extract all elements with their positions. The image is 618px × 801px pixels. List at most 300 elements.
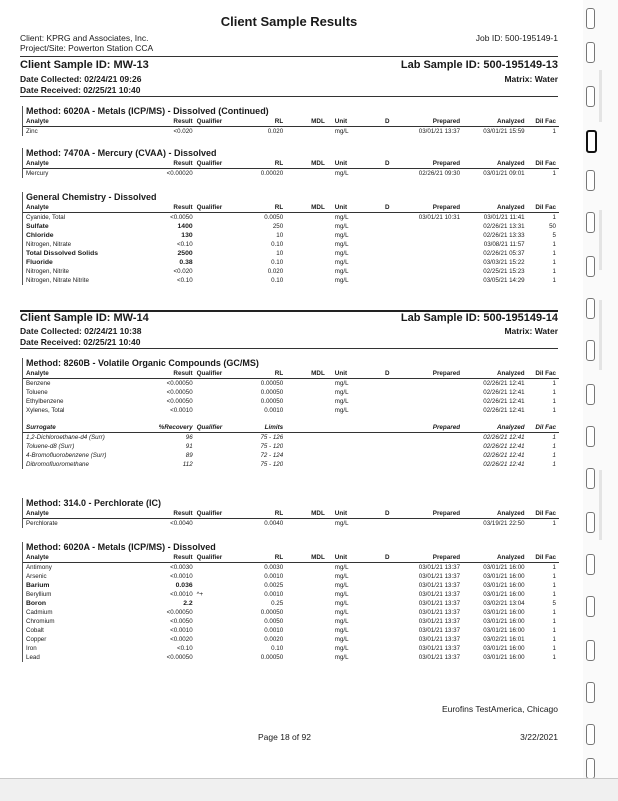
table-cell: 0.10 (271, 259, 284, 266)
column-header: Result (143, 159, 193, 169)
column-header: RL (238, 369, 283, 379)
table-cell: 03/05/21 14:29 (483, 277, 525, 284)
table-cell (398, 240, 460, 249)
tab-marker (599, 210, 602, 270)
table-header-row (23, 423, 559, 433)
table-cell (193, 267, 239, 276)
table-row (23, 644, 559, 653)
table-cell: 0.38 (179, 259, 193, 266)
table-cell (377, 406, 398, 415)
table-cell (193, 572, 239, 581)
table-cell: 02/26/21 12:41 (483, 389, 525, 396)
column-header: RL (238, 203, 283, 213)
table-cell: 1400 (177, 223, 193, 230)
table-cell: Antimony (26, 564, 52, 571)
table-cell: 1 (552, 259, 556, 266)
table-cell (377, 572, 398, 581)
column-header: Dil Fac (525, 369, 559, 379)
table-cell: 03/02/21 16:01 (483, 636, 525, 643)
table-cell: mg/L (334, 250, 349, 257)
section-tab[interactable] (586, 86, 595, 107)
table-cell (283, 626, 325, 635)
table-cell: mg/L (334, 170, 349, 177)
column-header: Analyte (23, 369, 143, 379)
column-header: D (377, 369, 398, 379)
table-cell: mg/L (334, 277, 349, 284)
table-row (23, 276, 559, 285)
table-cell (398, 433, 460, 443)
table-cell: 1 (552, 389, 556, 396)
table-row (23, 519, 559, 529)
method-title: Method: 8260B - Volatile Organic Compounds (GC/MS) (26, 358, 259, 368)
tab-marker (599, 300, 602, 370)
table-cell (377, 213, 398, 223)
section-tab[interactable] (586, 640, 595, 661)
table-cell: 5 (552, 232, 556, 239)
table-cell: 0.0010 (264, 627, 284, 634)
table-cell: Copper (26, 636, 47, 643)
table-cell: 89 (185, 452, 193, 459)
viewer-bottom-bar (0, 778, 618, 801)
table-cell (283, 608, 325, 617)
table-cell (283, 222, 325, 231)
page-number: Page 18 of 92 (258, 732, 311, 742)
table-cell (193, 213, 239, 223)
table-cell: Toluene (26, 389, 48, 396)
table-row (23, 169, 559, 179)
section-tab[interactable] (586, 724, 595, 745)
results-table (23, 553, 559, 662)
table-cell: 75 - 120 (260, 461, 284, 468)
table-cell (193, 451, 239, 460)
table-cell: <0.0030 (170, 564, 193, 571)
column-header: D (377, 509, 398, 519)
table-cell (193, 388, 239, 397)
section-tab[interactable] (586, 256, 595, 277)
column-header: RL (238, 159, 283, 169)
table-row (23, 406, 559, 415)
table-cell: 1 (552, 214, 556, 221)
table-cell: 03/01/21 13:37 (418, 591, 461, 598)
column-header: Prepared (398, 369, 460, 379)
table-cell: 1 (552, 582, 556, 589)
table-cell: 03/01/21 16:00 (483, 609, 525, 616)
table-cell (398, 388, 460, 397)
table-cell: Chloride (26, 232, 54, 239)
table-cell: 2500 (177, 250, 193, 257)
table-cell (377, 276, 398, 285)
table-cell: 03/01/21 16:00 (483, 645, 525, 652)
table-cell (283, 127, 325, 137)
section-tab[interactable] (586, 340, 595, 361)
table-cell: <0.00050 (166, 389, 193, 396)
table-cell: mg/L (334, 591, 349, 598)
table-cell (377, 653, 398, 662)
table-cell (193, 626, 239, 635)
table-cell: 0.10 (271, 241, 284, 248)
table-cell (283, 581, 325, 590)
table-cell: 1 (552, 407, 556, 414)
table-row (23, 626, 559, 635)
table-cell (398, 379, 460, 389)
table-cell: 0.10 (271, 645, 284, 652)
table-cell (377, 608, 398, 617)
column-header: Qualifier (193, 553, 239, 563)
table-cell: 02/26/21 12:41 (483, 398, 525, 405)
table-cell (193, 442, 239, 451)
table-cell: 0.00050 (260, 398, 284, 405)
table-cell (377, 442, 398, 451)
table-cell: 0.00050 (260, 389, 284, 396)
table-cell: Chromium (26, 618, 55, 625)
column-header: Result (143, 203, 193, 213)
column-header: Unit (325, 369, 377, 379)
table-cell: mg/L (334, 268, 349, 275)
column-header: MDL (283, 117, 325, 127)
table-cell: Nitrogen, Nitrate (26, 241, 72, 248)
method-title: General Chemistry - Dissolved (26, 192, 157, 202)
table-row (23, 563, 559, 573)
table-row (23, 379, 559, 389)
table-cell: 03/01/21 13:37 (418, 645, 461, 652)
table-cell: 1 (552, 241, 556, 248)
table-cell (325, 433, 377, 443)
method-block (22, 358, 559, 469)
table-cell (193, 635, 239, 644)
table-cell (193, 653, 239, 662)
table-row (23, 451, 559, 460)
table-cell: 5 (552, 600, 556, 607)
column-header (325, 423, 377, 433)
table-cell: <0.0010 (170, 573, 193, 580)
column-header: Result (143, 509, 193, 519)
project-site: Project/Site: Powerton Station CCA (20, 43, 154, 53)
table-cell: 0.0020 (264, 636, 284, 643)
section-tab[interactable] (586, 596, 595, 617)
table-cell: 02/26/21 09:30 (418, 170, 461, 177)
section-tab[interactable] (586, 8, 595, 29)
column-header: Unit (325, 553, 377, 563)
table-cell: 4-Bromofluorobenzene (Surr) (26, 452, 107, 459)
table-cell: 02/26/21 13:33 (483, 232, 525, 239)
table-cell: Toluene-d8 (Surr) (26, 443, 75, 450)
table-cell (377, 581, 398, 590)
section-tab[interactable] (586, 170, 595, 191)
column-header: %Recovery (143, 423, 193, 433)
table-cell: 02/26/21 12:41 (483, 452, 525, 459)
table-cell: mg/L (334, 232, 349, 239)
table-row (23, 240, 559, 249)
table-cell (398, 406, 460, 415)
table-row (23, 442, 559, 451)
table-cell (377, 127, 398, 137)
matrix: Matrix: Water (504, 74, 558, 84)
lab-name: Eurofins TestAmerica, Chicago (441, 704, 558, 714)
table-cell (193, 617, 239, 626)
section-tab[interactable] (586, 212, 595, 233)
table-cell (398, 519, 460, 529)
table-cell (283, 213, 325, 223)
table-cell (283, 231, 325, 240)
column-header: D (377, 203, 398, 213)
table-cell: 02/25/21 15:23 (483, 268, 525, 275)
table-cell: <0.0020 (170, 636, 193, 643)
section-tab[interactable] (586, 682, 595, 703)
header-divider (20, 56, 558, 57)
table-cell (377, 267, 398, 276)
column-header: Dil Fac (525, 203, 559, 213)
table-cell: 1 (552, 636, 556, 643)
table-cell (283, 460, 325, 469)
table-cell: 0.00050 (260, 654, 284, 661)
table-cell: Perchlorate (26, 520, 58, 527)
table-cell (398, 397, 460, 406)
table-cell: Beryllium (26, 591, 52, 598)
table-cell: Sulfate (26, 223, 49, 230)
table-cell: 91 (185, 443, 193, 450)
table-cell: 130 (181, 232, 193, 239)
table-cell: 03/02/21 13:04 (483, 600, 525, 607)
table-cell: 03/01/21 13:37 (418, 573, 461, 580)
table-cell (193, 433, 239, 443)
column-header: Unit (325, 159, 377, 169)
table-cell: 03/01/21 16:00 (483, 573, 525, 580)
table-cell: Fluoride (26, 259, 53, 266)
column-header: Analyzed (460, 159, 525, 169)
section-tab[interactable] (586, 42, 595, 63)
table-cell: ^+ (196, 591, 204, 598)
table-cell: 1 (552, 434, 556, 441)
table-cell (193, 169, 239, 179)
column-header: Unit (325, 117, 377, 127)
table-cell (283, 406, 325, 415)
table-cell: 72 - 124 (260, 452, 284, 459)
table-cell: 112 (182, 461, 193, 468)
table-cell: 0.020 (267, 128, 284, 135)
table-cell (283, 397, 325, 406)
table-row (23, 608, 559, 617)
table-cell: 250 (272, 223, 284, 230)
table-cell: mg/L (334, 618, 349, 625)
table-cell (283, 519, 325, 529)
method-title: Method: 314.0 - Perchlorate (IC) (26, 498, 162, 508)
table-cell: <0.0010 (170, 591, 193, 598)
table-cell: 03/19/21 22:50 (483, 520, 525, 527)
section-tab[interactable] (586, 298, 595, 319)
table-cell: mg/L (334, 389, 349, 396)
section-tab[interactable] (586, 512, 595, 533)
table-cell (283, 249, 325, 258)
table-cell: 0.0040 (264, 520, 284, 527)
table-cell (377, 249, 398, 258)
column-header: Analyzed (460, 423, 525, 433)
table-cell (325, 460, 377, 469)
column-header: Analyte (23, 203, 143, 213)
table-cell (398, 231, 460, 240)
table-cell: Xylenes, Total (26, 407, 65, 414)
column-header: Result (143, 369, 193, 379)
table-cell: 0.0025 (264, 582, 284, 589)
table-cell (377, 169, 398, 179)
method-title: Method: 6020A - Metals (ICP/MS) - Dissolved (26, 542, 216, 552)
column-header: Dil Fac (525, 117, 559, 127)
table-cell: <0.020 (173, 128, 193, 135)
table-cell: Total Dissolved Solids (26, 250, 99, 257)
table-cell: Mercury (26, 170, 49, 177)
column-header: Qualifier (193, 509, 239, 519)
table-cell: 0.0050 (264, 214, 284, 221)
table-cell: Lead (26, 654, 40, 661)
column-header: Analyzed (460, 117, 525, 127)
table-row (23, 231, 559, 240)
table-cell: 1 (552, 398, 556, 405)
table-row (23, 127, 559, 137)
method-block (22, 498, 559, 528)
table-cell (193, 397, 239, 406)
column-header: RL (238, 509, 283, 519)
table-cell: 1 (552, 461, 556, 468)
table-cell: 03/01/21 13:37 (418, 654, 461, 661)
lab-sample-id: Lab Sample ID: 500-195149-14 (400, 312, 558, 324)
table-cell (377, 397, 398, 406)
table-cell (193, 406, 239, 415)
column-header: MDL (283, 553, 325, 563)
table-cell: 1 (552, 609, 556, 616)
table-cell: mg/L (334, 600, 349, 607)
table-cell: 02/26/21 05:37 (483, 250, 525, 257)
table-cell: mg/L (334, 223, 349, 230)
column-header: Unit (325, 203, 377, 213)
table-cell (193, 249, 239, 258)
table-header-row (23, 369, 559, 379)
table-cell (377, 626, 398, 635)
table-cell: <0.10 (176, 241, 193, 248)
table-cell: Zinc (26, 128, 38, 135)
column-header: Analyzed (460, 553, 525, 563)
table-cell: 1 (552, 618, 556, 625)
table-cell: mg/L (334, 380, 349, 387)
table-cell: 0.0030 (264, 564, 284, 571)
table-row (23, 267, 559, 276)
column-header: Unit (325, 509, 377, 519)
table-cell: Iron (26, 645, 37, 652)
column-header: Dil Fac (525, 553, 559, 563)
date-received: Date Received: 02/25/21 10:40 (20, 337, 141, 347)
table-cell (283, 169, 325, 179)
table-cell: <0.00050 (166, 398, 193, 405)
table-row (23, 635, 559, 644)
table-cell: <0.10 (176, 645, 193, 652)
table-cell: 1 (552, 627, 556, 634)
table-cell: 0.10 (271, 277, 284, 284)
surrogate-table (23, 423, 559, 469)
table-cell (193, 240, 239, 249)
table-cell: <0.10 (176, 277, 193, 284)
table-cell (283, 635, 325, 644)
table-cell: mg/L (334, 645, 349, 652)
table-cell: 0.036 (175, 582, 193, 589)
table-row (23, 581, 559, 590)
table-cell: 03/01/21 13:37 (418, 618, 461, 625)
column-header: Analyzed (460, 509, 525, 519)
section-tab[interactable] (586, 468, 595, 489)
table-cell (377, 379, 398, 389)
table-cell: <0.0010 (170, 627, 193, 634)
method-title: Method: 6020A - Metals (ICP/MS) - Dissolved (Continued) (26, 106, 269, 116)
section-tab[interactable] (586, 554, 595, 575)
table-cell: mg/L (334, 654, 349, 661)
table-cell (398, 222, 460, 231)
table-cell: 02/26/21 12:41 (483, 407, 525, 414)
table-cell: mg/L (334, 128, 349, 135)
table-cell (377, 617, 398, 626)
table-cell: mg/L (334, 398, 349, 405)
results-table (23, 159, 559, 178)
section-tab[interactable] (586, 426, 595, 447)
table-cell: 02/26/21 12:41 (483, 434, 525, 441)
results-table (23, 117, 559, 136)
table-cell (193, 460, 239, 469)
table-cell: 03/08/21 11:57 (483, 241, 525, 248)
table-cell (377, 563, 398, 573)
column-header: Analyzed (460, 369, 525, 379)
table-cell (377, 240, 398, 249)
table-cell: 03/01/21 10:31 (418, 214, 461, 221)
method-block (22, 192, 559, 285)
column-header: Surrogate (23, 423, 143, 433)
table-cell (193, 231, 239, 240)
table-cell (283, 599, 325, 608)
column-header: MDL (283, 509, 325, 519)
job-id: Job ID: 500-195149-1 (475, 33, 558, 43)
table-cell (283, 442, 325, 451)
section-tab-active[interactable] (586, 130, 597, 153)
table-cell (193, 222, 239, 231)
table-cell: 02/26/21 12:41 (483, 380, 525, 387)
table-cell: 03/01/21 13:37 (418, 609, 461, 616)
section-tab[interactable] (586, 384, 595, 405)
table-cell: 03/01/21 16:00 (483, 627, 525, 634)
table-cell: <0.00050 (166, 380, 193, 387)
table-cell: 2.2 (183, 600, 193, 607)
table-cell: 02/26/21 13:31 (483, 223, 525, 230)
column-header: Analyte (23, 159, 143, 169)
section-tab[interactable] (586, 758, 595, 779)
table-cell: 03/01/21 15:59 (483, 128, 525, 135)
table-cell (193, 127, 239, 137)
table-cell (193, 608, 239, 617)
table-cell: 10 (276, 250, 284, 257)
table-cell: 03/01/21 13:37 (418, 636, 461, 643)
table-cell: 1 (552, 268, 556, 275)
table-cell (325, 442, 377, 451)
section-tab-strip (583, 0, 618, 800)
table-cell (377, 451, 398, 460)
table-cell: mg/L (334, 636, 349, 643)
table-cell: 03/01/21 09:01 (483, 170, 525, 177)
table-cell (193, 599, 239, 608)
table-cell (193, 276, 239, 285)
table-cell: 1 (552, 170, 556, 177)
column-header: Qualifier (193, 423, 239, 433)
table-row (23, 249, 559, 258)
table-cell: 03/01/21 13:37 (418, 582, 461, 589)
table-cell (193, 563, 239, 573)
table-cell: 02/26/21 12:41 (483, 443, 525, 450)
column-header: Qualifier (193, 369, 239, 379)
table-cell (283, 590, 325, 599)
method-title: Method: 7470A - Mercury (CVAA) - Dissolved (26, 148, 217, 158)
